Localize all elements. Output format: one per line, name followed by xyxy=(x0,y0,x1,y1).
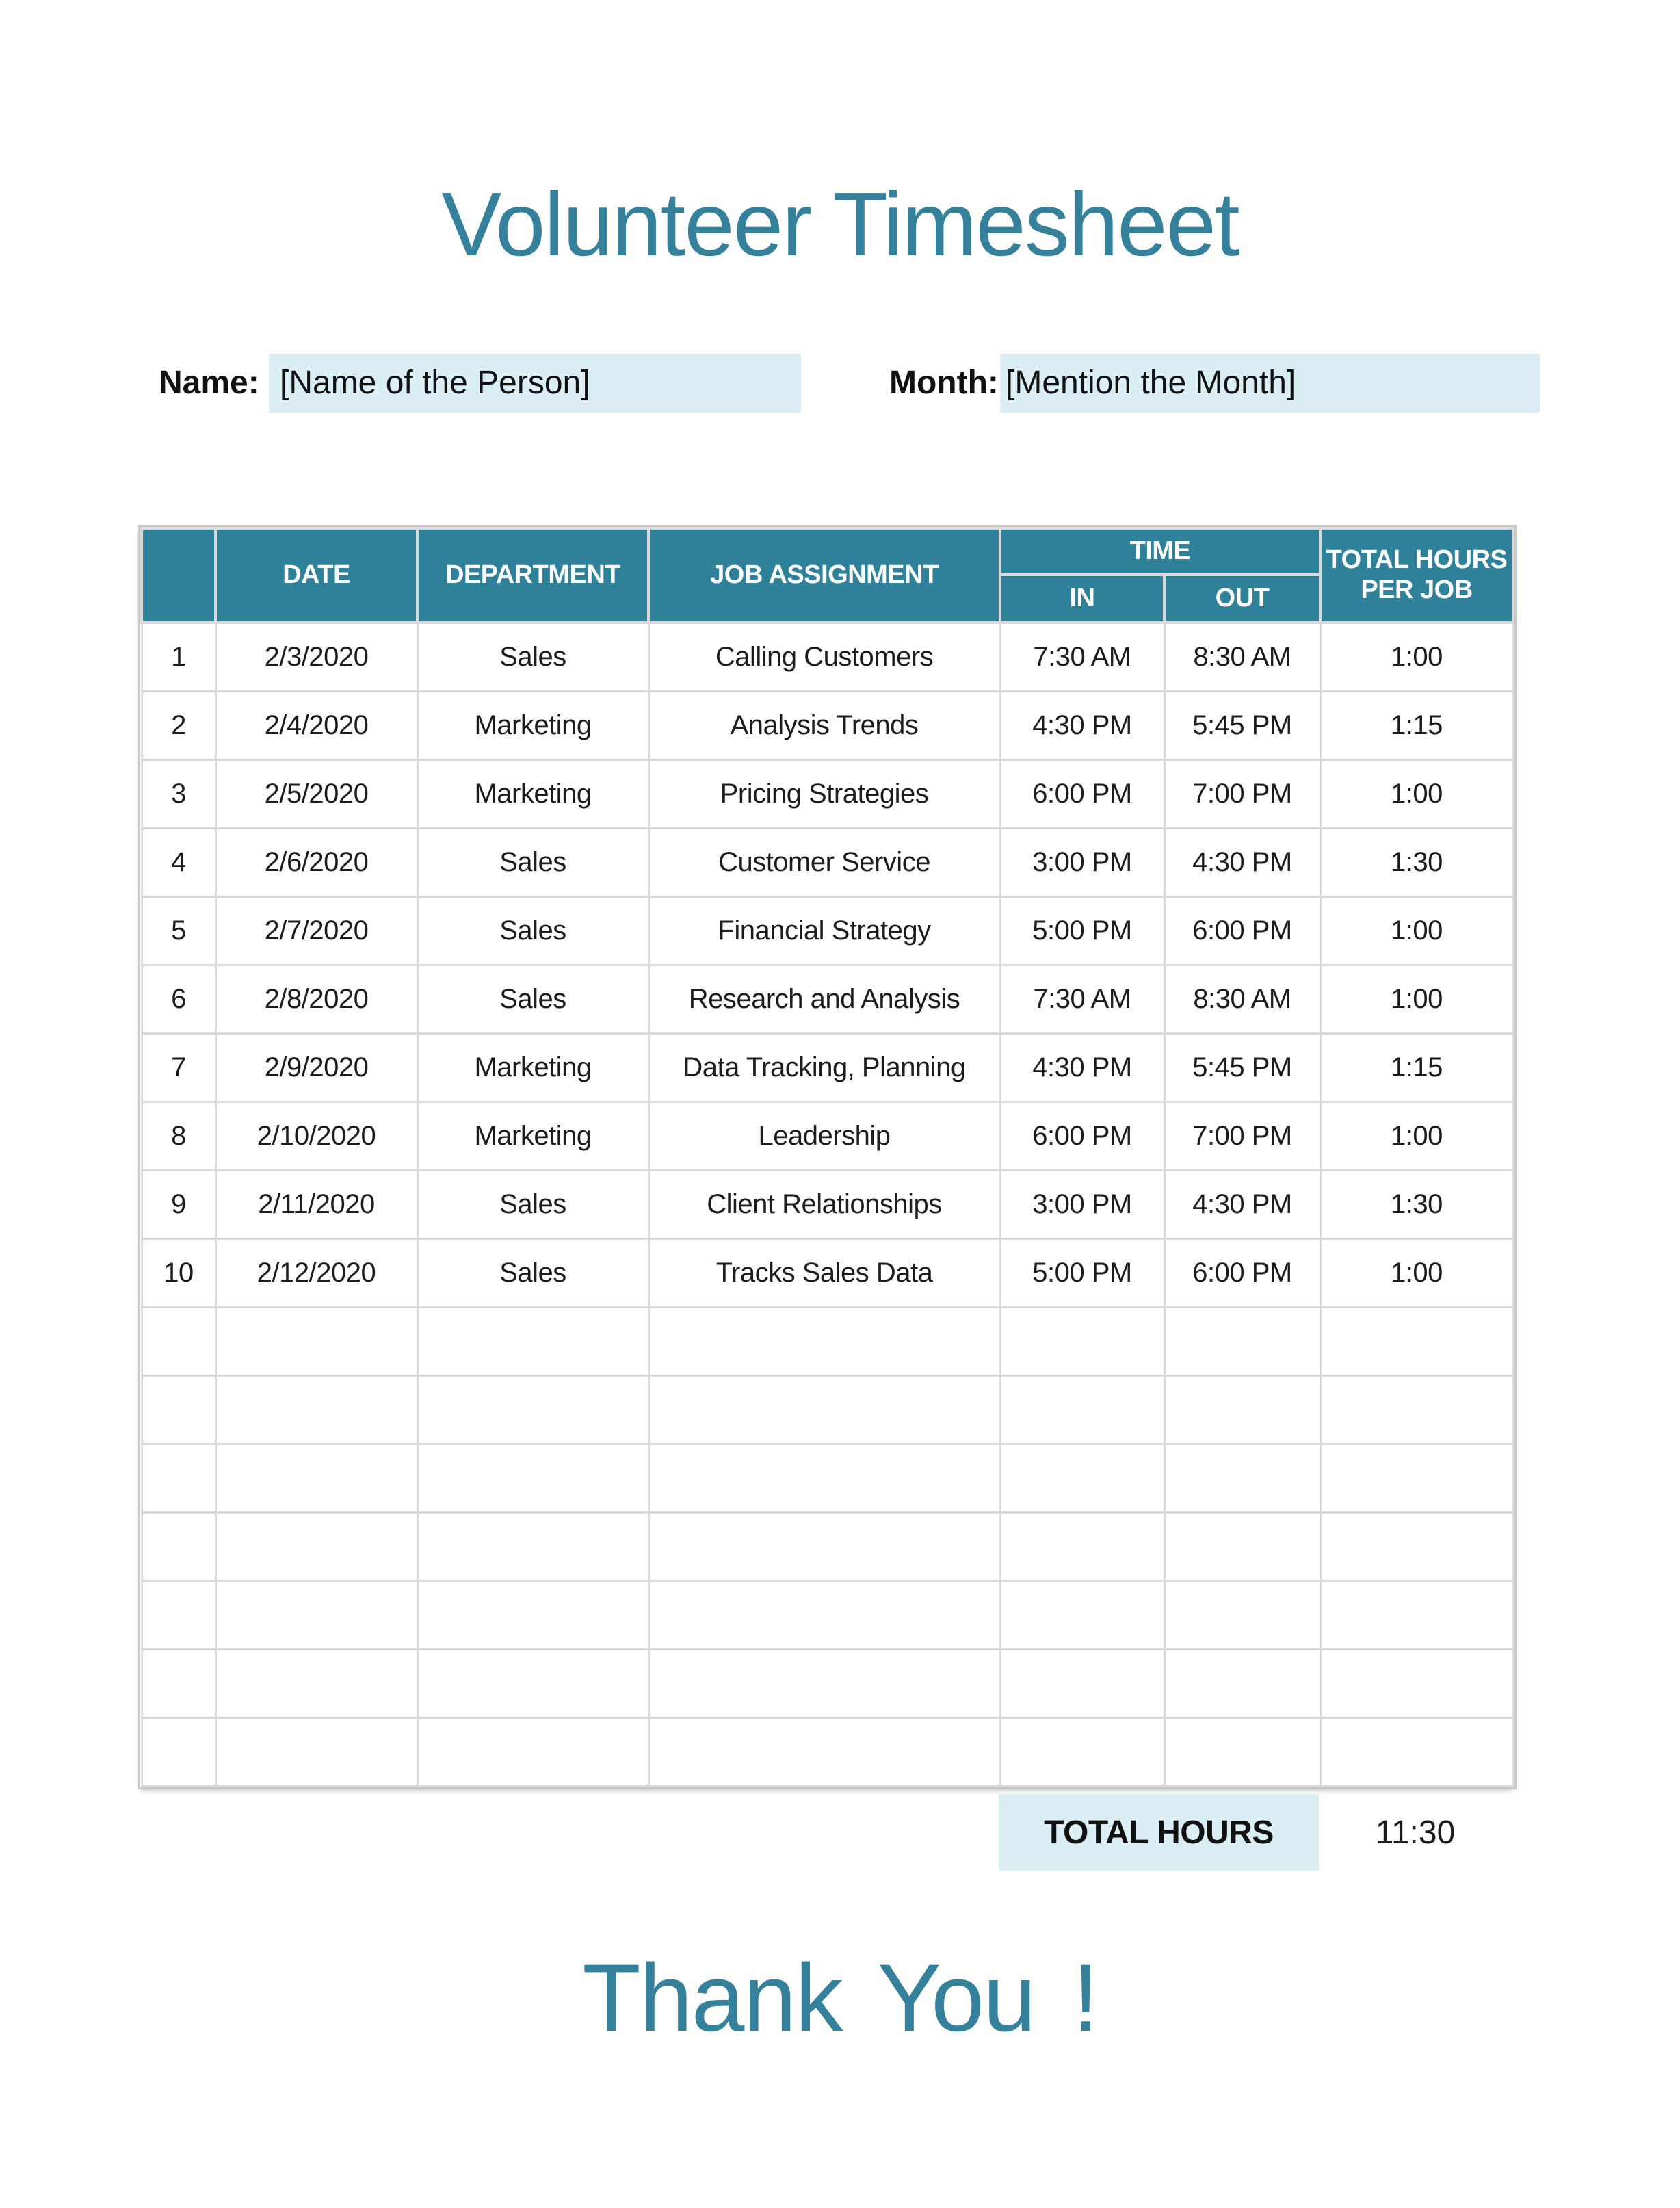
date-cell[interactable] xyxy=(215,1512,417,1581)
department-cell[interactable] xyxy=(417,1649,648,1717)
total-hours-cell: 1:00 xyxy=(1320,623,1513,691)
total-hours-cell: 1:30 xyxy=(1320,828,1513,896)
time-header: TIME xyxy=(1000,528,1320,575)
date-cell[interactable]: 2/8/2020 xyxy=(215,965,417,1033)
time-out-cell[interactable]: 7:00 PM xyxy=(1164,759,1320,828)
empty-table-row xyxy=(142,1717,1513,1786)
time-in-cell[interactable]: 3:00 PM xyxy=(1000,1170,1164,1238)
month-input[interactable] xyxy=(1000,354,1540,413)
empty-table-row xyxy=(142,1581,1513,1649)
row-number-cell: 5 xyxy=(142,896,215,965)
date-cell[interactable] xyxy=(215,1717,417,1786)
row-number-cell: 4 xyxy=(142,828,215,896)
department-cell[interactable]: Sales xyxy=(417,1238,648,1307)
time-in-cell[interactable] xyxy=(1000,1649,1164,1717)
job-assignment-cell[interactable]: Pricing Strategies xyxy=(648,759,1000,828)
department-cell[interactable] xyxy=(417,1512,648,1581)
table-row xyxy=(142,1033,1513,1102)
row-number-cell: 8 xyxy=(142,1102,215,1170)
date-cell[interactable]: 2/12/2020 xyxy=(215,1238,417,1307)
name-placeholder: [Name of the Person] xyxy=(280,365,590,401)
department-cell[interactable] xyxy=(417,1581,648,1649)
job-assignment-cell[interactable] xyxy=(648,1307,1000,1375)
date-cell[interactable] xyxy=(215,1307,417,1375)
total-hours-cell: 1:00 xyxy=(1320,759,1513,828)
time-in-cell[interactable]: 4:30 PM xyxy=(1000,1033,1164,1102)
row-number-cell: 6 xyxy=(142,965,215,1033)
row-number-cell: 9 xyxy=(142,1170,215,1238)
time-in-cell[interactable] xyxy=(1000,1581,1164,1649)
table-row xyxy=(142,623,1513,691)
total-hours-cell xyxy=(1320,1444,1513,1512)
total-hours-cell xyxy=(1320,1375,1513,1444)
name-input[interactable] xyxy=(269,354,801,413)
time-out-cell[interactable]: 5:45 PM xyxy=(1164,1033,1320,1102)
row-number-cell xyxy=(142,1649,215,1717)
total-hours-cell: 1:15 xyxy=(1320,1033,1513,1102)
total-hours-cell xyxy=(1320,1512,1513,1581)
page-title: Volunteer Timesheet xyxy=(441,174,1239,274)
month-placeholder: [Mention the Month] xyxy=(1006,365,1296,401)
job-assignment-cell[interactable] xyxy=(648,1717,1000,1786)
time-in-cell[interactable]: 7:30 AM xyxy=(1000,965,1164,1033)
total-hours-cell: 1:00 xyxy=(1320,1238,1513,1307)
table-row xyxy=(142,759,1513,828)
time-in-cell[interactable]: 6:00 PM xyxy=(1000,759,1164,828)
table-row xyxy=(142,965,1513,1033)
total-hours-value: 11:30 xyxy=(1375,1814,1456,1851)
date-cell[interactable] xyxy=(215,1649,417,1717)
time-out-cell[interactable]: 6:00 PM xyxy=(1164,1238,1320,1307)
time-out-cell[interactable] xyxy=(1164,1512,1320,1581)
department-cell[interactable] xyxy=(417,1375,648,1444)
row-number-cell xyxy=(142,1307,215,1375)
job-assignment-cell[interactable] xyxy=(648,1375,1000,1444)
total-hours-cell xyxy=(1320,1307,1513,1375)
time-in-cell[interactable] xyxy=(1000,1444,1164,1512)
date-cell[interactable]: 2/4/2020 xyxy=(215,691,417,759)
empty-table-row xyxy=(142,1444,1513,1512)
time-out-cell[interactable] xyxy=(1164,1375,1320,1444)
date-cell[interactable] xyxy=(215,1375,417,1444)
total-hours-cell: 1:00 xyxy=(1320,896,1513,965)
job-assignment-cell[interactable]: Analysis Trends xyxy=(648,691,1000,759)
time-out-cell[interactable]: 6:00 PM xyxy=(1164,896,1320,965)
timesheet-table xyxy=(140,527,1514,1787)
date-cell[interactable]: 2/10/2020 xyxy=(215,1102,417,1170)
time-out-cell[interactable]: 8:30 AM xyxy=(1164,965,1320,1033)
department-cell[interactable] xyxy=(417,1307,648,1375)
empty-table-row xyxy=(142,1307,1513,1375)
job-assignment-cell[interactable]: Financial Strategy xyxy=(648,896,1000,965)
department-header: DEPARTMENT xyxy=(417,528,648,623)
date-cell[interactable]: 2/6/2020 xyxy=(215,828,417,896)
total-hours-cell xyxy=(1320,1649,1513,1717)
job-assignment-cell[interactable]: Client Relationships xyxy=(648,1170,1000,1238)
time-in-cell[interactable]: 5:00 PM xyxy=(1000,896,1164,965)
date-cell[interactable]: 2/3/2020 xyxy=(215,623,417,691)
time-out-cell[interactable]: 5:45 PM xyxy=(1164,691,1320,759)
month-label: Month: xyxy=(889,365,999,401)
time-out-header: OUT xyxy=(1164,575,1320,623)
total-hours-cell: 1:30 xyxy=(1320,1170,1513,1238)
row-number-cell: 10 xyxy=(142,1238,215,1307)
table-row xyxy=(142,828,1513,896)
row-number-cell xyxy=(142,1375,215,1444)
job-assignment-header: JOB ASSIGNMENT xyxy=(648,528,1000,623)
date-cell[interactable] xyxy=(215,1581,417,1649)
time-in-cell[interactable]: 4:30 PM xyxy=(1000,691,1164,759)
row-number-cell xyxy=(142,1717,215,1786)
job-assignment-cell[interactable]: Customer Service xyxy=(648,828,1000,896)
row-number-cell: 3 xyxy=(142,759,215,828)
job-assignment-cell[interactable] xyxy=(648,1649,1000,1717)
time-in-cell[interactable] xyxy=(1000,1375,1164,1444)
department-cell[interactable]: Marketing xyxy=(417,1102,648,1170)
row-number-cell xyxy=(142,1512,215,1581)
name-label: Name: xyxy=(159,365,259,401)
empty-table-row xyxy=(142,1512,1513,1581)
job-assignment-cell[interactable]: Calling Customers xyxy=(648,623,1000,691)
time-out-cell[interactable] xyxy=(1164,1581,1320,1649)
date-cell[interactable]: 2/7/2020 xyxy=(215,896,417,965)
time-in-cell[interactable] xyxy=(1000,1307,1164,1375)
table-row xyxy=(142,1238,1513,1307)
date-cell[interactable]: 2/5/2020 xyxy=(215,759,417,828)
time-in-header: IN xyxy=(1000,575,1164,623)
department-cell[interactable]: Marketing xyxy=(417,691,648,759)
row-number-cell xyxy=(142,1444,215,1512)
table-row xyxy=(142,691,1513,759)
time-out-cell[interactable] xyxy=(1164,1307,1320,1375)
row-number-header xyxy=(142,528,215,623)
department-cell[interactable]: Sales xyxy=(417,623,648,691)
job-assignment-cell[interactable] xyxy=(648,1512,1000,1581)
total-hours-cell: 1:15 xyxy=(1320,691,1513,759)
job-assignment-cell[interactable]: Tracks Sales Data xyxy=(648,1238,1000,1307)
department-cell[interactable]: Sales xyxy=(417,1170,648,1238)
date-header: DATE xyxy=(215,528,417,623)
department-cell[interactable]: Sales xyxy=(417,965,648,1033)
time-in-cell[interactable]: 3:00 PM xyxy=(1000,828,1164,896)
empty-table-row xyxy=(142,1649,1513,1717)
time-out-cell[interactable]: 4:30 PM xyxy=(1164,828,1320,896)
table-row xyxy=(142,1102,1513,1170)
time-out-cell[interactable] xyxy=(1164,1444,1320,1512)
time-in-cell[interactable]: 7:30 AM xyxy=(1000,623,1164,691)
total-hours-label: TOTAL HOURS xyxy=(999,1794,1319,1871)
job-assignment-cell[interactable] xyxy=(648,1581,1000,1649)
date-cell[interactable] xyxy=(215,1444,417,1512)
job-assignment-cell[interactable]: Data Tracking, Planning xyxy=(648,1033,1000,1102)
date-cell[interactable]: 2/11/2020 xyxy=(215,1170,417,1238)
row-number-cell: 1 xyxy=(142,623,215,691)
date-cell[interactable]: 2/9/2020 xyxy=(215,1033,417,1102)
table-row xyxy=(142,1170,1513,1238)
job-assignment-cell[interactable]: Research and Analysis xyxy=(648,965,1000,1033)
department-cell[interactable]: Marketing xyxy=(417,1033,648,1102)
empty-table-row xyxy=(142,1375,1513,1444)
department-cell[interactable]: Sales xyxy=(417,828,648,896)
department-cell[interactable]: Sales xyxy=(417,896,648,965)
total-hours-per-job-header: TOTAL HOURS PER JOB xyxy=(1320,528,1513,623)
time-out-cell[interactable]: 8:30 AM xyxy=(1164,623,1320,691)
department-cell[interactable] xyxy=(417,1717,648,1786)
total-hours-cell xyxy=(1320,1581,1513,1649)
time-out-cell[interactable]: 7:00 PM xyxy=(1164,1102,1320,1170)
job-assignment-cell[interactable]: Leadership xyxy=(648,1102,1000,1170)
department-cell[interactable]: Marketing xyxy=(417,759,648,828)
time-in-cell[interactable]: 6:00 PM xyxy=(1000,1102,1164,1170)
row-number-cell: 7 xyxy=(142,1033,215,1102)
time-out-cell[interactable] xyxy=(1164,1717,1320,1786)
table-row xyxy=(142,896,1513,965)
total-hours-cell: 1:00 xyxy=(1320,965,1513,1033)
time-out-cell[interactable]: 4:30 PM xyxy=(1164,1170,1320,1238)
row-number-cell xyxy=(142,1581,215,1649)
row-number-cell: 2 xyxy=(142,691,215,759)
time-in-cell[interactable]: 5:00 PM xyxy=(1000,1238,1164,1307)
time-out-cell[interactable] xyxy=(1164,1649,1320,1717)
time-in-cell[interactable] xyxy=(1000,1512,1164,1581)
total-hours-cell: 1:00 xyxy=(1320,1102,1513,1170)
time-in-cell[interactable] xyxy=(1000,1717,1164,1786)
job-assignment-cell[interactable] xyxy=(648,1444,1000,1512)
thank-you-text: Thank You ! xyxy=(582,1944,1098,2051)
total-hours-cell xyxy=(1320,1717,1513,1786)
department-cell[interactable] xyxy=(417,1444,648,1512)
